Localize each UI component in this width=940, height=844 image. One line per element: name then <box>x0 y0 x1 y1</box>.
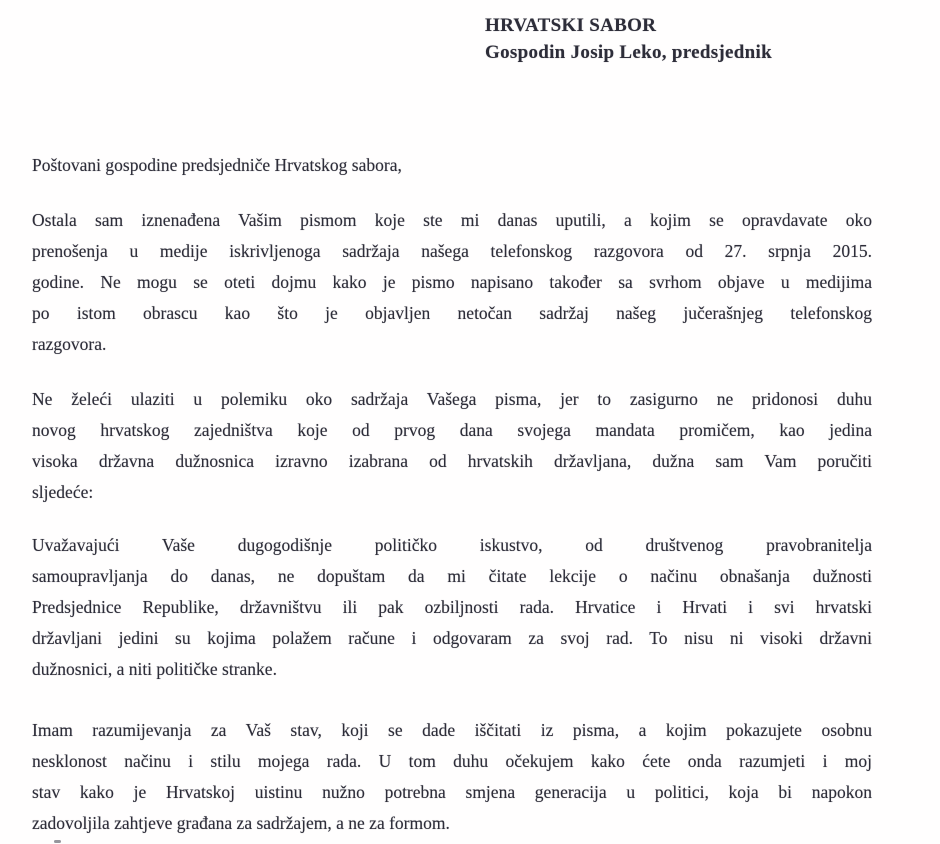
paragraph-line: sljedeće: <box>32 482 94 502</box>
paragraph-line: godine. Ne mogu se oteti dojmu kako je pismo napisano također sa svrhom objave u medijima <box>32 272 872 292</box>
paragraph-line: dužnosnici, a niti političke stranke. <box>32 659 277 679</box>
salutation: Poštovani gospodine predsjedniče Hrvatskog sabora, <box>32 155 402 175</box>
paragraph-line: po istom obrascu kao što je objavljen netočan sadržaj našeg jučerašnjeg telefonskog <box>32 303 872 323</box>
paragraph-line: nesklonost načinu i stilu mojega rada. U tom duhu očekujem kako ćete onda razumjeti i moj <box>32 751 872 771</box>
paragraph-line: Predsjednice Republike, državništvu ili pak ozbiljnosti rada. Hrvatice i Hrvati i svi hrvatski <box>32 597 872 617</box>
letter-paragraphs <box>32 205 872 839</box>
paragraph-line: razgovora. <box>32 334 107 354</box>
paragraph-line: državljani jedini su kojima polažem račune i odgovaram za svoj rad. To nisu ni visoki državni <box>32 628 872 648</box>
paragraph-line: Imam razumijevanja za Vaš stav, koji se dade iščitati iz pisma, a kojim pokazujete osobnu <box>32 720 872 740</box>
paragraph-line: Uvažavajući Vaše dugogodišnje političko iskustvo, od društvenog pravobranitelja <box>32 535 872 555</box>
header-recipient-institution: HRVATSKI SABOR <box>485 15 657 36</box>
letter-header <box>485 0 940 66</box>
paragraph-line: Ostala sam iznenađena Vašim pismom koje ste mi danas uputili, a kojim se opravdavate oko <box>32 210 872 230</box>
paragraph-line: Ne želeći ulaziti u polemiku oko sadržaja Vašega pisma, jer to zasigurno ne pridonosi duhu <box>32 389 872 409</box>
paragraph <box>32 384 872 508</box>
header-recipient-person: Gospodin Josip Leko, predsjednik <box>485 42 772 63</box>
paragraph <box>32 530 872 685</box>
paragraph-line: prenošenja u medije iskrivljenoga sadržaja našega telefonskog razgovora od 27. srpnja 2015. <box>32 241 872 261</box>
paragraph <box>32 205 872 360</box>
paragraph-line: novog hrvatskog zajedništva koje od prvog dana svojega mandata promičem, kao jedina <box>32 420 872 440</box>
scan-artifact <box>54 840 61 843</box>
paragraph-line: samoupravljanja do danas, ne dopuštam da mi čitate lekcije o načinu obnašanja dužnosti <box>32 566 872 586</box>
paragraph-line: visoka državna dužnosnica izravno izabrana od hrvatskih državljana, dužna sam Vam poručiti <box>32 451 872 471</box>
paragraph-line: stav kako je Hrvatskoj uistinu nužno potrebna smjena generacija u politici, koja bi napokon <box>32 782 872 802</box>
paragraph <box>32 715 872 839</box>
paragraph-line: zadovoljila zahtjeve građana za sadržajem, a ne za formom. <box>32 813 450 833</box>
